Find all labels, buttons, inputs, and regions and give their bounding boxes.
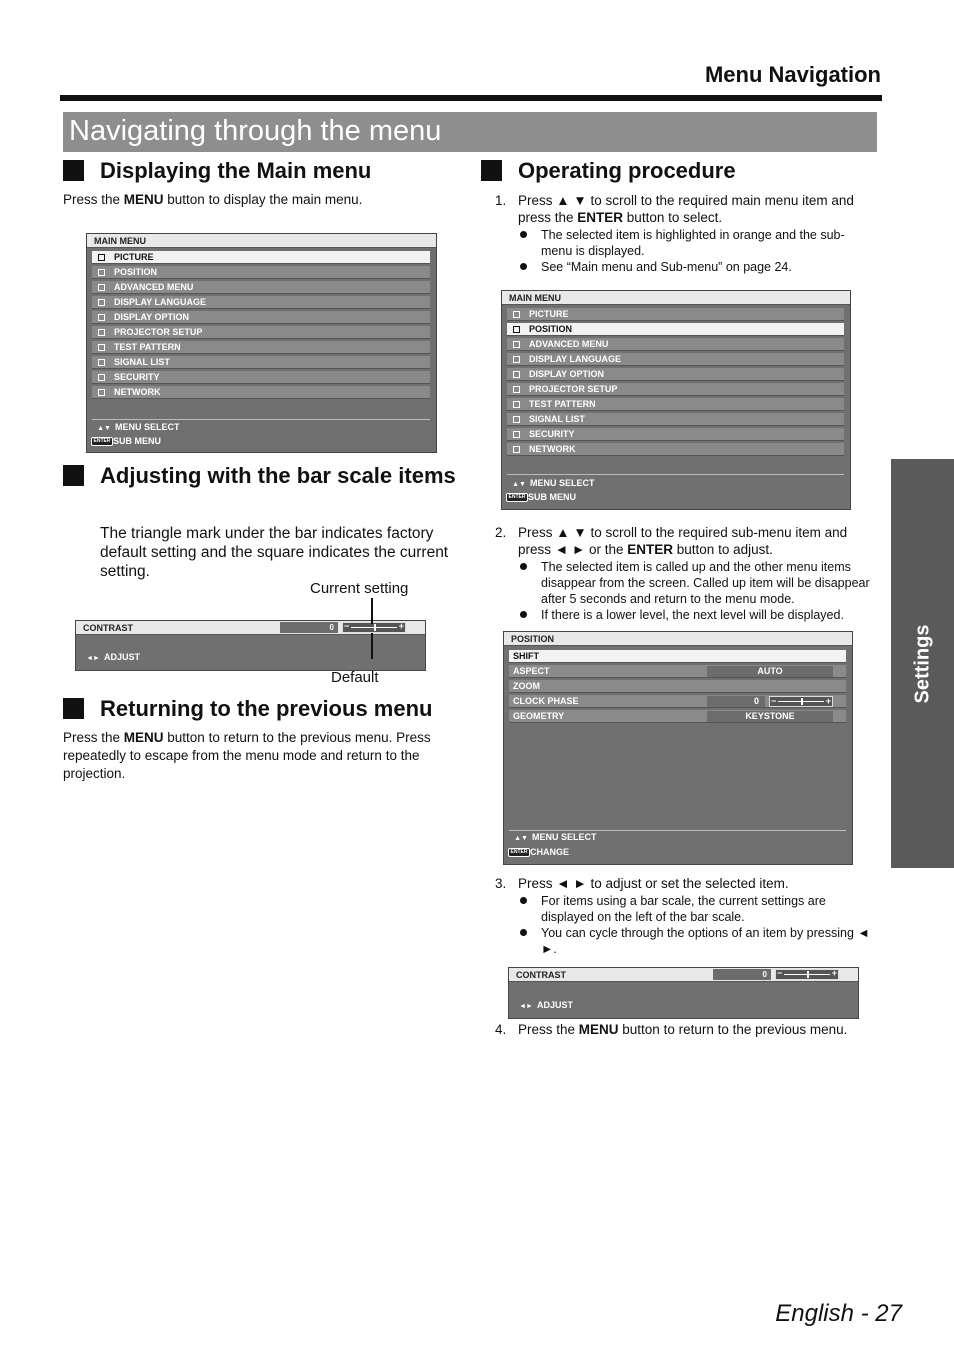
position-icon: [513, 326, 520, 333]
osd-footer-adjust: ◄► ADJUST: [82, 651, 140, 664]
contrast-slider[interactable]: − +: [344, 621, 404, 631]
updown-icon: ▲▼: [97, 425, 111, 432]
contrast-value: 0: [280, 622, 338, 633]
page-banner: Navigating through the menu: [63, 112, 877, 152]
section-bar-scale-heading: Adjusting with the bar scale items: [63, 462, 463, 489]
advanced-icon: [98, 284, 105, 291]
section-operating-heading: Operating procedure: [481, 157, 881, 184]
menu-item-advanced[interactable]: ADVANCED MENU: [507, 338, 844, 351]
osd-divider: [507, 474, 844, 475]
menu-item-picture[interactable]: PICTURE: [92, 251, 430, 264]
position-row-zoom[interactable]: ZOOM: [509, 680, 846, 693]
contrast-slider[interactable]: − +: [777, 968, 837, 978]
section-marker: [63, 465, 84, 486]
menu-item-language[interactable]: DISPLAY LANGUAGE: [92, 296, 430, 309]
current-callout-line: [371, 598, 373, 624]
advanced-icon: [513, 341, 520, 348]
step-2: 2. Press ▲ ▼ to scroll to the required sub-menu item and press ◄ ► or the ENTER button to adjust.: [495, 525, 848, 557]
menu-item-advanced[interactable]: ADVANCED MENU: [92, 281, 430, 294]
updown-icon: ▲▼: [514, 835, 528, 842]
menu-item-position[interactable]: POSITION: [507, 323, 844, 336]
step-3-bullet-1: For items using a bar scale, the current settings are displayed on the left of the bar scale.: [520, 893, 860, 925]
network-icon: [513, 446, 520, 453]
position-row-aspect[interactable]: ASPECT AUTO: [509, 665, 846, 678]
position-row-clock-phase[interactable]: CLOCK PHASE 0 − +: [509, 695, 846, 708]
osd-footer-select: ▲▼ MENU SELECT: [508, 477, 595, 490]
osd-main-menu-2: [501, 290, 851, 510]
leftright-icon: ◄►: [86, 655, 100, 662]
default-callout-line: [371, 633, 373, 659]
menu-item-network[interactable]: NETWORK: [507, 443, 844, 456]
osd-title: POSITION: [504, 632, 852, 646]
step-2-bullet-2: If there is a lower level, the next level will be displayed.: [520, 607, 880, 623]
contrast-value: 0: [713, 969, 771, 980]
globe-icon: [98, 299, 105, 306]
leftright-icon: ◄►: [519, 1003, 533, 1010]
step-1: 1. Press ▲ ▼ to scroll to the required main menu item and press the ENTER button to select.: [495, 193, 854, 225]
header-rule: [60, 95, 882, 101]
wrench-icon: [98, 329, 105, 336]
display-option-icon: [98, 314, 105, 321]
menu-item-network[interactable]: NETWORK: [92, 386, 430, 399]
menu-item-display-option[interactable]: DISPLAY OPTION: [507, 368, 844, 381]
menu-item-picture[interactable]: PICTURE: [507, 308, 844, 321]
osd-title: MAIN MENU: [502, 291, 850, 305]
step-1-bullet-2: See “Main menu and Sub-menu” on page 24.: [520, 259, 860, 275]
position-row-shift[interactable]: SHIFT: [509, 650, 846, 663]
picture-icon: [98, 254, 105, 261]
running-header: Menu Navigation: [704, 62, 881, 87]
menu-item-projector-setup[interactable]: PROJECTOR SETUP: [92, 326, 430, 339]
menu-item-signal-list[interactable]: SIGNAL LIST: [507, 413, 844, 426]
side-tab-label: Settings: [911, 624, 933, 703]
osd-footer-sub: ENTER SUB MENU: [91, 435, 161, 448]
globe-icon: [513, 356, 520, 363]
default-label: Default: [331, 669, 379, 686]
display-option-icon: [513, 371, 520, 378]
osd-footer-select: ▲▼ MENU SELECT: [510, 831, 597, 844]
menu-item-signal-list[interactable]: SIGNAL LIST: [92, 356, 430, 369]
osd-contrast-label: CONTRAST: [509, 968, 858, 982]
osd-footer-adjust: ◄► ADJUST: [515, 999, 573, 1012]
position-icon: [98, 269, 105, 276]
network-icon: [98, 389, 105, 396]
menu-item-security[interactable]: SECURITY: [92, 371, 430, 384]
test-pattern-icon: [98, 344, 105, 351]
wrench-icon: [513, 386, 520, 393]
section-marker: [63, 698, 84, 719]
step-2-bullet-1: The selected item is called up and the other menu items disappear from the screen. Called up item will be disappear after 5 seconds and return to the menu mode.: [520, 559, 880, 607]
clock-phase-value: 0: [707, 696, 765, 707]
section-marker: [63, 160, 84, 181]
current-setting-label: Current setting: [310, 580, 409, 597]
position-row-geometry[interactable]: GEOMETRY KEYSTONE: [509, 710, 846, 723]
page-number: English - 27: [775, 1300, 902, 1327]
osd-main-menu-1: [86, 233, 437, 453]
osd-footer-change: ENTER CHANGE: [508, 846, 569, 859]
step-4: 4. Press the MENU button to return to the previous menu.: [495, 1022, 848, 1037]
osd-footer-sub: ENTER SUB MENU: [506, 491, 576, 504]
geometry-value: KEYSTONE: [707, 711, 833, 722]
enter-key-icon: ENTER: [508, 848, 530, 857]
osd-footer-select: ▲▼ MENU SELECT: [93, 421, 180, 434]
picture-icon: [513, 311, 520, 318]
section-main-menu-heading: Displaying the Main menu: [63, 157, 463, 184]
side-tab: [891, 459, 954, 868]
list-icon: [98, 359, 105, 366]
osd-divider: [92, 419, 430, 420]
test-pattern-icon: [513, 401, 520, 408]
osd-contrast-2: [508, 967, 859, 1019]
menu-item-language[interactable]: DISPLAY LANGUAGE: [507, 353, 844, 366]
clock-phase-slider[interactable]: − +: [771, 696, 831, 706]
enter-key-icon: ENTER: [506, 493, 528, 502]
section-previous-heading: Returning to the previous menu: [63, 695, 463, 722]
menu-item-security[interactable]: SECURITY: [507, 428, 844, 441]
osd-rows: [507, 308, 844, 458]
previous-text: Press the MENU button to return to the previous menu. Press repeatedly to escape from the menu mode and return to the projection.: [63, 730, 431, 781]
osd-title: MAIN MENU: [87, 234, 436, 248]
list-icon: [513, 416, 520, 423]
menu-item-test-pattern[interactable]: TEST PATTERN: [507, 398, 844, 411]
step-3-bullet-2: You can cycle through the options of an item by pressing ◄ ►.: [520, 925, 878, 957]
key-icon: [98, 374, 105, 381]
osd-rows: [509, 650, 846, 725]
osd-rows: [92, 251, 430, 401]
osd-contrast-1: [75, 620, 426, 671]
section-marker: [481, 160, 502, 181]
main-menu-text: Press the MENU button to display the main menu.: [63, 192, 363, 207]
bar-scale-text: The triangle mark under the bar indicates factory default setting and the square indicates the current setting.: [100, 525, 449, 580]
menu-item-test-pattern[interactable]: TEST PATTERN: [92, 341, 430, 354]
step-3: 3. Press ◄ ► to adjust or set the selected item.: [495, 876, 789, 891]
step-1-bullet-1: The selected item is highlighted in orange and the sub-menu is displayed.: [520, 227, 860, 259]
osd-contrast-label: CONTRAST: [76, 621, 425, 635]
osd-position-menu: [503, 631, 853, 865]
menu-item-projector-setup[interactable]: PROJECTOR SETUP: [507, 383, 844, 396]
updown-icon: ▲▼: [512, 481, 526, 488]
menu-item-display-option[interactable]: DISPLAY OPTION: [92, 311, 430, 324]
enter-key-icon: ENTER: [91, 437, 113, 446]
menu-item-position[interactable]: POSITION: [92, 266, 430, 279]
key-icon: [513, 431, 520, 438]
aspect-value: AUTO: [707, 666, 833, 677]
